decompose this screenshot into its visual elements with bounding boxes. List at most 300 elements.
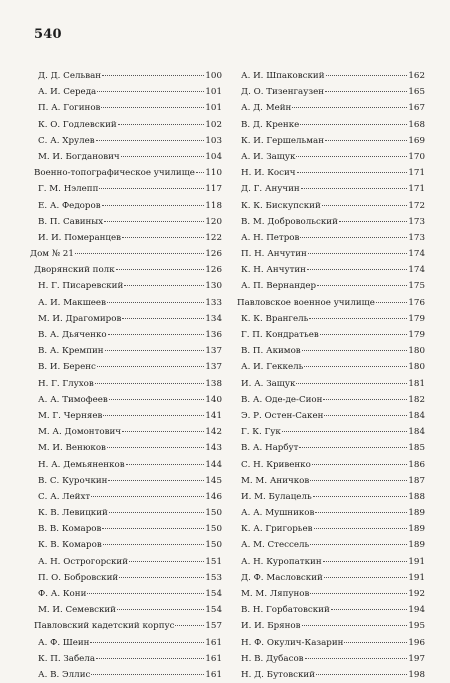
dot-leader	[313, 496, 408, 497]
dot-leader	[122, 237, 204, 238]
dot-leader	[297, 172, 408, 173]
toc-entry	[30, 181, 222, 197]
toc-entry-page: 185	[408, 443, 425, 454]
toc-entry	[233, 165, 425, 181]
toc-entry-page: 157	[205, 621, 222, 632]
toc-entry-title: И. И. Померанцев	[38, 232, 122, 243]
toc-entry-page: 154	[205, 589, 222, 599]
dot-leader	[97, 91, 204, 92]
toc-entry-title: П. Н. Анчутин	[241, 249, 307, 260]
toc-entry-page: 154	[205, 605, 222, 616]
toc-entry-title: С. А. Хрулев	[38, 135, 95, 146]
toc-entry-title: В. М. Добровольский	[241, 216, 338, 227]
toc-entry-title: Д. О. Тизенгаузен	[241, 87, 324, 98]
toc-entry-title: Н. И. Косич	[241, 168, 296, 179]
toc-entry-page: 102	[205, 119, 222, 130]
toc-entry	[30, 570, 222, 586]
toc-entry-title: В. А. Дьяченко	[38, 330, 107, 340]
toc-entry	[233, 100, 425, 116]
toc-entry-page: 126	[205, 249, 222, 260]
toc-entry-page: 186	[408, 459, 425, 470]
toc-entry-page: 100	[205, 71, 222, 81]
toc-entry-page: 133	[205, 297, 222, 308]
toc-entry-title: Военно-топографическое училище	[34, 168, 195, 179]
dot-leader	[99, 188, 204, 189]
toc-entry-page: 153	[205, 572, 222, 583]
toc-entry	[30, 424, 222, 440]
toc-entry-title: В. И. Беренс	[38, 362, 96, 373]
toc-entry-page: 196	[408, 637, 425, 648]
toc-entry-title: К. Н. Анчутин	[241, 265, 306, 276]
toc-entry	[30, 230, 222, 246]
toc-entry	[30, 392, 222, 408]
toc-entry-page: 189	[408, 508, 425, 519]
toc-entry	[30, 246, 222, 262]
toc-entry-page: 122	[205, 232, 222, 243]
dot-leader	[296, 156, 407, 157]
toc-entry-page: 189	[408, 540, 425, 551]
toc-entry	[30, 618, 222, 634]
toc-entry	[233, 537, 425, 553]
dot-leader	[302, 625, 408, 626]
toc-entry-page: 184	[408, 410, 425, 421]
dot-leader	[102, 75, 204, 76]
toc-entry-page: 136	[205, 330, 222, 340]
page-number: 540	[34, 27, 62, 42]
dot-leader	[322, 205, 408, 206]
toc-entry-title: Павловский кадетский корпус	[34, 621, 175, 632]
toc-entry-title: М. И. Венюков	[38, 443, 106, 454]
toc-entry-title: А. Ф. Шеин	[38, 637, 90, 648]
toc-entry	[30, 149, 222, 165]
toc-entry-page: 191	[408, 572, 425, 583]
toc-entry	[233, 424, 425, 440]
toc-entry-title: М. И. Богданович	[38, 151, 120, 162]
toc-entry-page: 172	[408, 200, 425, 211]
toc-entry-page: 179	[408, 330, 425, 340]
dot-leader	[87, 593, 204, 594]
dot-leader	[75, 253, 205, 254]
dot-leader	[331, 609, 408, 610]
toc-entry	[233, 311, 425, 327]
toc-entry-page: 161	[205, 669, 222, 680]
toc-entry	[233, 327, 425, 343]
dot-leader	[325, 91, 407, 92]
toc-entry	[233, 149, 425, 165]
toc-entry-title: М. И. Драгомиров	[38, 313, 122, 324]
dot-leader	[326, 75, 408, 76]
toc-entry-title: К. А. Григорьев	[241, 524, 313, 535]
dot-leader	[124, 285, 204, 286]
dot-leader	[339, 221, 408, 222]
toc-entry-page: 184	[408, 427, 425, 438]
toc-entry-title: Ф. А. Кони	[38, 589, 87, 599]
dot-leader	[309, 318, 407, 319]
toc-entry	[233, 392, 425, 408]
toc-entry-title: Э. Р. Остен-Сакен	[241, 410, 324, 421]
toc-entry-title: П. А. Гогинов	[38, 103, 101, 114]
dot-leader	[121, 156, 205, 157]
toc-entry-title: К. О. Годлевский	[38, 119, 117, 130]
toc-entry-page: 189	[408, 524, 425, 535]
toc-entry-page: 110	[205, 168, 222, 179]
dot-leader	[122, 318, 204, 319]
toc-entry-page: 176	[408, 297, 425, 308]
toc-entry-page: 137	[205, 362, 222, 373]
toc-entry-page: 143	[205, 443, 222, 454]
toc-entry	[30, 343, 222, 359]
dot-leader	[95, 383, 205, 384]
toc-entry-page: 165	[408, 87, 425, 98]
toc-entry	[30, 521, 222, 537]
toc-entry	[233, 198, 425, 214]
toc-entry-title: И. И. Брянов	[241, 621, 301, 632]
toc-entry	[233, 618, 425, 634]
toc-entry	[233, 214, 425, 230]
toc-entry	[30, 667, 222, 683]
toc-entry-page: 145	[205, 475, 222, 486]
toc-entry	[30, 278, 222, 294]
toc-entry-page: 179	[408, 313, 425, 324]
toc-entry-title: А. П. Вернандер	[241, 281, 317, 292]
dot-leader	[97, 366, 205, 367]
toc-entry-title: А. М. Стессель	[241, 540, 310, 551]
dot-leader	[108, 480, 204, 481]
toc-entry-page: 162	[408, 71, 425, 81]
toc-entry-page: 140	[205, 394, 222, 405]
dot-leader	[324, 577, 408, 578]
toc-entry-page: 120	[205, 216, 222, 227]
dot-leader	[292, 107, 407, 108]
toc-entry	[30, 651, 222, 667]
toc-entry-page: 161	[205, 653, 222, 664]
toc-entry-title: П. О. Бобровский	[38, 572, 119, 583]
toc-entry-page: 181	[408, 378, 425, 389]
toc-entry-title: Д. Г. Анучин	[241, 184, 300, 195]
toc-entry-page: 195	[408, 621, 425, 632]
toc-entry-page: 197	[408, 653, 425, 664]
toc-entry	[30, 408, 222, 424]
toc-entry-title: К. К. Бискупский	[241, 200, 321, 211]
dot-leader	[282, 431, 408, 432]
toc-entry-page: 146	[205, 491, 222, 502]
toc-entry	[233, 440, 425, 456]
dot-leader	[305, 658, 408, 659]
toc-entry	[30, 376, 222, 392]
toc-entry-page: 169	[408, 135, 425, 146]
dot-leader	[116, 269, 205, 270]
toc-entry-title: В. В. Комаров	[38, 524, 102, 535]
toc-entry-page: 171	[408, 184, 425, 195]
dot-leader	[107, 447, 204, 448]
toc-entry-title: Г. К. Гук	[241, 427, 281, 438]
toc-entry-page: 191	[408, 556, 425, 567]
toc-entry-page: 167	[408, 103, 425, 114]
dot-leader	[119, 577, 204, 578]
toc-entry-title: Н. Д. Бутовский	[241, 669, 315, 680]
toc-entry	[233, 278, 425, 294]
toc-entry	[233, 181, 425, 197]
toc-entry	[233, 408, 425, 424]
dot-leader	[325, 140, 407, 141]
dot-leader	[103, 415, 204, 416]
dot-leader	[310, 544, 407, 545]
toc-entry-title: А. А. Мушников	[241, 508, 315, 519]
dot-leader	[300, 124, 407, 125]
dot-leader	[104, 221, 204, 222]
toc-entry-title: А. Н. Петров	[241, 232, 300, 243]
toc-entry-page: 141	[205, 410, 222, 421]
dot-leader	[310, 593, 407, 594]
toc-entry-page: 182	[408, 394, 425, 405]
toc-entry	[233, 68, 425, 84]
toc-entry-page: 173	[408, 216, 425, 227]
dot-leader	[109, 399, 205, 400]
toc-entry-title: М. М. Ляпунов	[241, 589, 310, 599]
toc-entry	[233, 376, 425, 392]
toc-entry	[30, 537, 222, 553]
dot-leader	[103, 544, 205, 545]
toc-entry	[30, 117, 222, 133]
dot-leader	[108, 334, 205, 335]
dot-leader	[90, 642, 204, 643]
dot-leader	[320, 334, 408, 335]
toc-entry-title: Г. П. Кондратьев	[241, 330, 319, 340]
toc-entry-title: Н. Г. Писаревский	[38, 281, 124, 292]
toc-entry	[233, 651, 425, 667]
toc-entry	[233, 667, 425, 683]
toc-entry-page: 101	[205, 87, 222, 98]
toc-entry	[30, 68, 222, 84]
dot-leader	[304, 366, 407, 367]
dot-leader	[118, 124, 205, 125]
toc-entry-title: М. И. Семевский	[38, 605, 116, 616]
dot-leader	[96, 658, 204, 659]
toc-entry-page: 103	[205, 135, 222, 146]
toc-left-column	[30, 68, 222, 683]
toc-entry-title: И. А. Защук	[241, 378, 296, 389]
toc-entry-page: 150	[205, 540, 222, 551]
dot-leader	[344, 642, 407, 643]
toc-entry	[233, 133, 425, 149]
toc-entry-title: А. И. Защук	[241, 151, 296, 162]
toc-entry	[233, 343, 425, 359]
toc-entry-title: А. Н. Острогорский	[38, 556, 129, 567]
toc-entry	[30, 489, 222, 505]
toc-entry-title: А. И. Макшеев	[38, 297, 106, 308]
toc-entry	[30, 100, 222, 116]
toc-entry-title: Д. Д. Сельван	[38, 71, 102, 81]
toc-entry-page: 175	[408, 281, 425, 292]
toc-entry-title: Н. В. Дубасов	[241, 653, 304, 664]
toc-entry-title: А. В. Эллис	[38, 669, 91, 680]
toc-entry-title: К. П. Забела	[38, 653, 96, 664]
toc-entry	[30, 198, 222, 214]
dot-leader	[109, 512, 205, 513]
toc-entry-title: В. А. Оде-де-Сион	[241, 394, 323, 405]
dot-leader	[101, 107, 204, 108]
dot-leader	[308, 253, 408, 254]
toc-entry-page: 174	[408, 249, 425, 260]
dot-leader	[317, 285, 407, 286]
toc-entry-page: 118	[205, 200, 222, 211]
dot-leader	[315, 512, 407, 513]
toc-entry-page: 150	[205, 524, 222, 535]
dot-leader	[314, 528, 408, 529]
toc-entry-page: 151	[205, 556, 222, 567]
toc-entry-page: 126	[205, 265, 222, 276]
toc-entry	[233, 635, 425, 651]
toc-entry	[233, 489, 425, 505]
toc-entry	[30, 84, 222, 100]
toc-entry	[30, 602, 222, 618]
toc-entry-page: 134	[205, 313, 222, 324]
dot-leader	[91, 496, 204, 497]
toc-entry-title: Н. А. Демьяненков	[38, 459, 125, 470]
toc-entry	[30, 457, 222, 473]
dot-leader	[196, 172, 204, 173]
toc-entry-title: В. Д. Кренке	[241, 119, 300, 130]
toc-entry	[233, 586, 425, 602]
toc-entry-page: 180	[408, 362, 425, 373]
dot-leader	[299, 447, 407, 448]
dot-leader	[301, 188, 408, 189]
toc-entry-title: В. А. Кремпин	[38, 346, 104, 357]
toc-entry-page: 138	[205, 378, 222, 389]
toc-entry	[30, 214, 222, 230]
dot-leader	[129, 561, 204, 562]
toc-entry	[233, 117, 425, 133]
toc-entry-title: В. С. Курочкин	[38, 475, 108, 486]
toc-entry-title: А. И. Геккель	[241, 362, 304, 373]
toc-entry	[30, 586, 222, 602]
toc-entry-page: 144	[205, 459, 222, 470]
toc-entry	[233, 457, 425, 473]
toc-entry-page: 180	[408, 346, 425, 357]
toc-entry-title: К. К. Врангель	[241, 313, 309, 324]
dot-leader	[323, 561, 408, 562]
toc-entry-title: А. Д. Мейн	[241, 103, 292, 114]
toc-entry-title: Дом № 21	[30, 249, 74, 260]
toc-entry	[30, 133, 222, 149]
dot-leader	[175, 625, 204, 626]
toc-entry	[233, 505, 425, 521]
dot-leader	[324, 415, 407, 416]
toc-entry-page: 174	[408, 265, 425, 276]
toc-entry-page: 130	[205, 281, 222, 292]
dot-leader	[117, 609, 204, 610]
toc-entry-page: 168	[408, 119, 425, 130]
toc-entry-title: В. Н. Горбатовский	[241, 605, 330, 616]
toc-entry-title: А. И. Середа	[38, 87, 97, 98]
toc-entry	[233, 521, 425, 537]
toc-entry-title: М. М. Аничков	[241, 475, 310, 486]
toc-entry-page: 171	[408, 168, 425, 179]
toc-entry-page: 101	[205, 103, 222, 114]
dot-leader	[302, 350, 408, 351]
toc-entry-title: Н. Ф. Окулич-Казарин	[241, 637, 344, 648]
toc-entry	[233, 602, 425, 618]
toc-right-column	[233, 68, 425, 683]
toc-entry-title: А. Н. Куропаткин	[241, 556, 322, 567]
toc-entry	[233, 295, 425, 311]
toc-entry-page: 150	[205, 508, 222, 519]
dot-leader	[105, 350, 205, 351]
toc-entry	[30, 473, 222, 489]
toc-entry-title: К. И. Гершельман	[241, 135, 324, 146]
dot-leader	[296, 383, 407, 384]
toc-entry-title: Павловское военное училище	[237, 297, 375, 308]
toc-entry	[30, 635, 222, 651]
toc-entry	[30, 262, 222, 278]
dot-leader	[102, 205, 205, 206]
toc-entry-title: Е. А. Федоров	[38, 200, 101, 211]
toc-entry-title: И. М. Булацель	[241, 491, 312, 502]
dot-leader	[310, 480, 407, 481]
toc-entry-title: Н. Г. Глухов	[38, 378, 94, 389]
toc-entry	[30, 311, 222, 327]
toc-entry	[233, 230, 425, 246]
toc-entry	[30, 505, 222, 521]
dot-leader	[107, 302, 204, 303]
toc-entry-title: В. П. Акимов	[241, 346, 301, 357]
dot-leader	[312, 464, 408, 465]
dot-leader	[316, 674, 407, 675]
toc-entry	[30, 165, 222, 181]
toc-entry	[233, 246, 425, 262]
dot-leader	[300, 237, 407, 238]
toc-entry-title: Г. М. Нэлепп	[38, 184, 99, 195]
toc-entry	[30, 295, 222, 311]
toc-entry-page: 142	[205, 427, 222, 438]
toc-entry-page: 198	[408, 669, 425, 680]
toc-entry-page: 137	[205, 346, 222, 357]
dot-leader	[126, 464, 205, 465]
toc-entry-title: В. П. Савиных	[38, 216, 104, 227]
toc-entry-page: 161	[205, 637, 222, 648]
toc-entry-page: 192	[408, 589, 425, 599]
toc-entry-title: В. А. Нарбут	[241, 443, 299, 454]
toc-entry-title: М. А. Домонтович	[38, 427, 122, 438]
toc-entry-page: 194	[408, 605, 425, 616]
toc-entry	[233, 570, 425, 586]
toc-entry-title: С. А. Лейхт	[38, 491, 91, 502]
toc-entry-title: М. Г. Черняев	[38, 410, 103, 421]
toc-entry	[233, 262, 425, 278]
toc-entry-title: А. А. Тимофеев	[38, 394, 108, 405]
toc-entry-title: А. И. Шпаковский	[241, 71, 325, 81]
dot-leader	[91, 674, 204, 675]
toc-entry-page: 187	[408, 475, 425, 486]
toc-entry	[233, 473, 425, 489]
toc-entry-page: 173	[408, 232, 425, 243]
dot-leader	[323, 399, 407, 400]
toc-entry-page: 104	[205, 151, 222, 162]
dot-leader	[307, 269, 407, 270]
toc-entry-title: С. Н. Кривенко	[241, 459, 311, 470]
toc-entry	[233, 554, 425, 570]
toc-entry	[233, 84, 425, 100]
dot-leader	[122, 431, 204, 432]
toc-entry-title: К. В. Комаров	[38, 540, 102, 551]
dot-leader	[96, 140, 205, 141]
toc-entry	[30, 327, 222, 343]
toc-entry-title: Д. Ф. Масловский	[241, 572, 323, 583]
toc-entry-page: 170	[408, 151, 425, 162]
toc-entry-title: К. В. Левицкий	[38, 508, 108, 519]
dot-leader	[102, 528, 204, 529]
toc-entry	[233, 359, 425, 375]
